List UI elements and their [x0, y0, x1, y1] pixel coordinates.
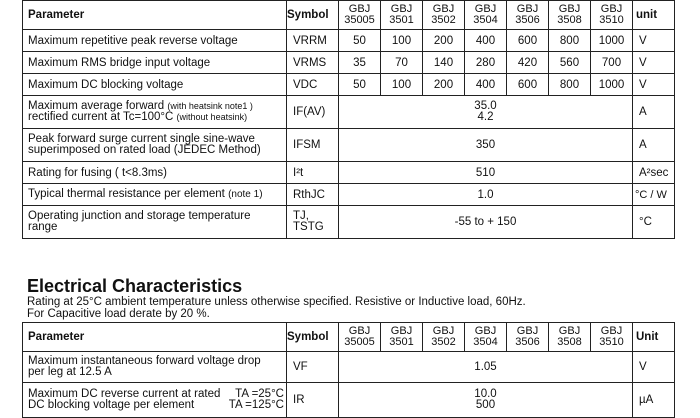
unit-cell: A [633, 96, 675, 129]
part-code: 3504 [473, 336, 498, 348]
symbol-line: TSTG [293, 221, 324, 233]
maximum-ratings-table [22, 0, 675, 239]
part-header [591, 1, 633, 30]
part-series: GBJ [348, 325, 371, 337]
part-code: 3502 [431, 14, 456, 26]
part-series: GBJ [432, 3, 455, 15]
value-cell: 350 [339, 129, 633, 162]
value-line: 10.0 [474, 388, 497, 400]
part-header [423, 1, 465, 30]
symbol-cell: IFSM [287, 129, 339, 162]
condition-text: TA =25°C [235, 388, 284, 400]
unit-cell: V [633, 30, 675, 52]
value-cell: 1.0 [339, 184, 633, 206]
value-cell: 280 [465, 52, 507, 74]
table-row [23, 383, 675, 418]
param-line: Typical thermal resistance per element [28, 188, 225, 200]
symbol-cell: VRRM [287, 30, 339, 52]
unit-cell: °C / W [633, 184, 675, 206]
parameter-cell [23, 184, 287, 206]
section-note-line: For Capacitive load derate by 20 %. [27, 308, 210, 320]
parameter-cell [23, 383, 287, 418]
value-line: 4.2 [477, 111, 494, 123]
symbol-cell: IF(AV) [287, 96, 339, 129]
part-series: GBJ [600, 3, 623, 15]
value-cell [339, 96, 633, 129]
param-note: (with heatsink note1 ) [167, 101, 253, 111]
table-header-row [23, 323, 675, 352]
value-cell: 50 [339, 30, 381, 52]
table-row [23, 206, 675, 239]
value-cell: -55 to + 150 [339, 206, 633, 239]
unit-cell: °C [633, 206, 675, 239]
param-line: Maximum instantaneous forward voltage drop [28, 355, 261, 367]
param-line: Maximum DC reverse current at rated [28, 388, 221, 400]
value-cell: 200 [423, 74, 465, 96]
part-code: 3508 [557, 336, 582, 348]
value-cell: 140 [423, 52, 465, 74]
value-cell: 50 [339, 74, 381, 96]
unit-cell: µA [633, 383, 675, 418]
value-cell: 400 [465, 30, 507, 52]
symbol-line: TJ, [293, 210, 309, 222]
value-cell: 1.05 [339, 352, 633, 383]
param-line: Peak forward surge current single sine-wave [28, 133, 255, 145]
part-header [465, 1, 507, 30]
symbol-cell: VF [287, 352, 339, 383]
table-row [23, 352, 675, 383]
symbol-cell: VDC [287, 74, 339, 96]
parameter-header: Parameter [23, 323, 287, 352]
symbol-cell: I²t [287, 162, 339, 184]
value-cell: 100 [381, 30, 423, 52]
table-header-row [23, 1, 675, 30]
parameter-cell: Maximum repetitive peak reverse voltage [23, 30, 287, 52]
value-cell: 1000 [591, 74, 633, 96]
value-cell: 800 [549, 74, 591, 96]
value-cell: 420 [507, 52, 549, 74]
symbol-cell [287, 206, 339, 239]
part-header [549, 323, 591, 352]
value-line: 35.0 [474, 100, 497, 112]
unit-cell: V [633, 74, 675, 96]
part-series: GBJ [558, 325, 581, 337]
part-header [507, 1, 549, 30]
electrical-characteristics-table [22, 322, 675, 418]
part-series: GBJ [432, 325, 455, 337]
part-series: GBJ [474, 325, 497, 337]
unit-header: unit [633, 1, 675, 30]
value-cell: 510 [339, 162, 633, 184]
table-row [23, 74, 675, 96]
part-series: GBJ [516, 325, 539, 337]
unit-cell: V [633, 52, 675, 74]
part-code: 3506 [515, 14, 540, 26]
table-row [23, 162, 675, 184]
value-cell: 700 [591, 52, 633, 74]
table-row [23, 96, 675, 129]
param-line: rectified current at Tc=100°C [28, 111, 174, 123]
table-row [23, 30, 675, 52]
unit-cell: A²sec [633, 162, 675, 184]
value-cell: 100 [381, 74, 423, 96]
param-line: per leg at 12.5 A [28, 366, 112, 378]
table-row [23, 184, 675, 206]
section-note-line: Rating at 25°C ambient temperature unless otherwise specified. Resistive or Inductive load, 60Hz. [27, 296, 526, 308]
part-series: GBJ [348, 3, 371, 15]
param-line: DC blocking voltage per element [28, 399, 195, 411]
unit-cell: V [633, 352, 675, 383]
parameter-cell [23, 352, 287, 383]
parameter-cell [23, 206, 287, 239]
part-code: 3508 [557, 14, 582, 26]
value-cell: 1000 [591, 30, 633, 52]
part-code: 35005 [344, 14, 375, 26]
part-series: GBJ [558, 3, 581, 15]
part-series: GBJ [600, 325, 623, 337]
value-cell: 200 [423, 30, 465, 52]
part-header [339, 1, 381, 30]
part-series: GBJ [516, 3, 539, 15]
part-code: 3510 [599, 14, 624, 26]
part-header [549, 1, 591, 30]
part-header [423, 323, 465, 352]
unit-header: Unit [633, 323, 675, 352]
part-header [381, 1, 423, 30]
parameter-cell: Rating for fusing ( t<8.3ms) [23, 162, 287, 184]
part-series: GBJ [390, 3, 413, 15]
parameter-cell [23, 129, 287, 162]
value-cell: 560 [549, 52, 591, 74]
part-header [339, 323, 381, 352]
part-header [465, 323, 507, 352]
parameter-cell [23, 96, 287, 129]
part-code: 3504 [473, 14, 498, 26]
value-cell: 70 [381, 52, 423, 74]
param-line: range [28, 221, 58, 233]
table-row [23, 129, 675, 162]
parameter-header: Parameter [23, 1, 287, 30]
part-header [591, 323, 633, 352]
param-line: Maximum average forward [28, 100, 165, 112]
symbol-cell: VRMS [287, 52, 339, 74]
unit-cell: A [633, 129, 675, 162]
part-code: 3502 [431, 336, 456, 348]
part-code: 3501 [389, 14, 414, 26]
part-series: GBJ [390, 325, 413, 337]
part-code: 3510 [599, 336, 624, 348]
part-code: 35005 [344, 336, 375, 348]
symbol-header: Symbol [287, 323, 339, 352]
symbol-cell: RthJC [287, 184, 339, 206]
symbol-header: Symbol [287, 1, 339, 30]
part-header [381, 323, 423, 352]
value-cell: 800 [549, 30, 591, 52]
condition-text: TA =125°C [228, 399, 284, 411]
value-cell: 600 [507, 74, 549, 96]
part-code: 3506 [515, 336, 540, 348]
param-note: (without heatsink) [176, 112, 248, 122]
value-line: 500 [475, 399, 496, 411]
part-series: GBJ [474, 3, 497, 15]
value-cell [339, 383, 633, 418]
table-row [23, 52, 675, 74]
section-note [27, 296, 667, 320]
param-line: Operating junction and storage temperature [28, 210, 251, 222]
param-line: superimposed on rated load (JEDEC Method) [28, 144, 261, 156]
parameter-cell: Maximum DC blocking voltage [23, 74, 287, 96]
section-title: Electrical Characteristics [27, 276, 243, 296]
value-cell: 400 [465, 74, 507, 96]
part-code: 3501 [389, 336, 414, 348]
parameter-cell: Maximum RMS bridge input voltage [23, 52, 287, 74]
param-note: (note 1) [228, 189, 263, 200]
value-cell: 35 [339, 52, 381, 74]
value-cell: 600 [507, 30, 549, 52]
part-header [507, 323, 549, 352]
symbol-cell: IR [287, 383, 339, 418]
